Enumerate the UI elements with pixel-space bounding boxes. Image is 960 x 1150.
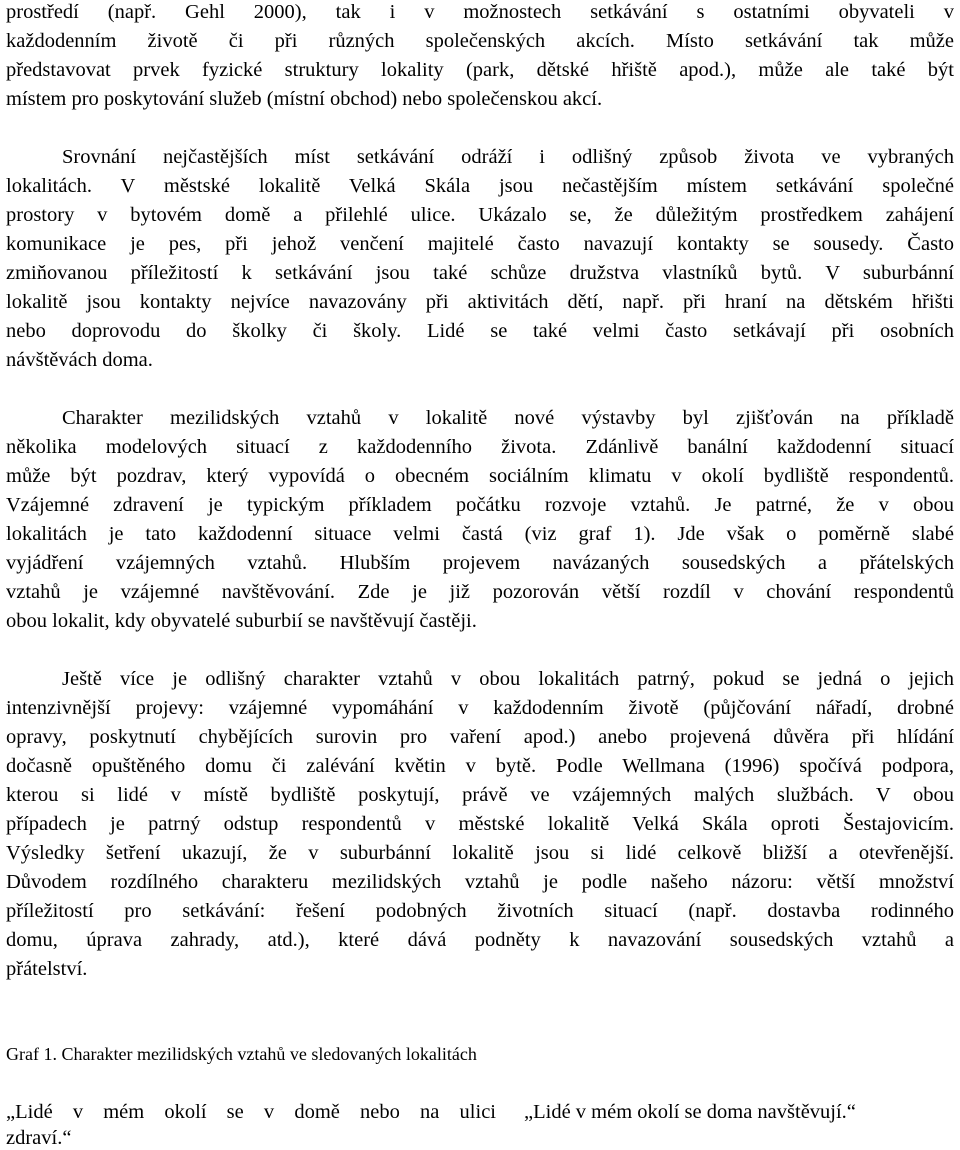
text-line: prostředí (např. Gehl 2000), tak i v možnostech setkávání s ostatními obyvateli v: [6, 1, 954, 23]
text-line: vztahů je vzájemné navštěvování. Zde je již pozorován větší rozdíl v chování respondentů: [6, 581, 954, 603]
text-line: intenzivnější projevy: vzájemné vypomáhání v každodenním životě (půjčování nářadí, drobné: [6, 697, 954, 719]
text-line: několika modelových situací z každodenního života. Zdánlivě banální každodenní situací: [6, 436, 954, 458]
text-line: Důvodem rozdílného charakteru mezilidských vztahů je podle našeho názoru: větší množství: [6, 871, 954, 893]
chart-heading-left-continued: zdraví.“: [6, 1127, 72, 1149]
text-line: opravy, poskytnutí chybějících surovin pro vaření apod.) anebo projevená důvěra při hlídání: [6, 726, 954, 748]
text-line: komunikace je pes, při jehož venčení majitelé často navazují kontakty se sousedy. Často: [6, 233, 954, 255]
text-line: může být pozdrav, který vypovídá o obecném sociálním klimatu v okolí bydliště respondentů.: [6, 465, 954, 487]
text-line: prostory v bytovém domě a přilehlé ulice. Ukázalo se, že důležitým prostředkem zahájení: [6, 204, 954, 226]
text-line: Ještě více je odlišný charakter vztahů v obou lokalitách patrný, pokud se jedná o jejich: [62, 668, 954, 690]
text-line: Vzájemné zdravení je typickým příkladem počátku rozvoje vztahů. Je patrné, že v obou: [6, 494, 954, 516]
text-line: návštěvách doma.: [6, 349, 153, 371]
text-line: lokalitách. V městské lokalitě Velká Skála jsou nečastějším místem setkávání společné: [6, 175, 954, 197]
text-line: lokalitě jsou kontakty nejvíce navazovány při aktivitách dětí, např. při hraní na dětském hřišti: [6, 291, 954, 313]
text-line: místem pro poskytování služeb (místní obchod) nebo společenskou akcí.: [6, 88, 603, 110]
text-line: vyjádření vzájemných vztahů. Hlubším projevem navázaných sousedských a přátelských: [6, 552, 954, 574]
chart-heading-right: „Lidé v mém okolí se doma navštěvují.“: [524, 1101, 856, 1123]
text-line: lokalitách je tato každodenní situace velmi častá (viz graf 1). Jde však o poměrně slabé: [6, 523, 954, 545]
text-line: domu, úprava zahrady, atd.), které dává podněty k navazování sousedských vztahů a: [6, 929, 954, 951]
figure-caption: Graf 1. Charakter mezilidských vztahů ve sledovaných lokalitách: [6, 1044, 477, 1064]
text-line: Charakter mezilidských vztahů v lokalitě nové výstavby byl zjišťován na příkladě: [62, 407, 954, 429]
text-line: obou lokalit, kdy obyvatelé suburbií se navštěvují častěji.: [6, 610, 477, 632]
text-line: zmiňovanou příležitostí k setkávání jsou také schůze družstva vlastníků bytů. V suburbánní: [6, 262, 954, 284]
text-line: příležitostí pro setkávání: řešení podobných životních situací (např. dostavba rodinného: [6, 900, 954, 922]
chart-heading-left: „Lidé v mém okolí se v domě nebo na ulici: [6, 1101, 496, 1123]
text-line: každodenním životě či při různých společenských akcích. Místo setkávání tak může: [6, 30, 954, 52]
text-line: přátelství.: [6, 958, 88, 980]
text-line: představovat prvek fyzické struktury lokality (park, dětské hřiště apod.), může ale také být: [6, 59, 954, 81]
text-line: dočasně opuštěného domu či zalévání květin v bytě. Podle Wellmana (1996) spočívá podpora,: [6, 755, 954, 777]
text-line: nebo doprovodu do školky či školy. Lidé se také velmi často setkávají při osobních: [6, 320, 954, 342]
text-line: kterou si lidé v místě bydliště poskytují, právě ve vzájemných malých službách. V obou: [6, 784, 954, 806]
text-line: případech je patrný odstup respondentů v městské lokalitě Velká Skála oproti Šestajovicím.: [6, 813, 954, 835]
text-line: Výsledky šetření ukazují, že v suburbánní lokalitě jsou si lidé celkově bližší a otevřenější.: [6, 842, 954, 864]
text-line: Srovnání nejčastějších míst setkávání odráží i odlišný způsob života ve vybraných: [62, 146, 954, 168]
